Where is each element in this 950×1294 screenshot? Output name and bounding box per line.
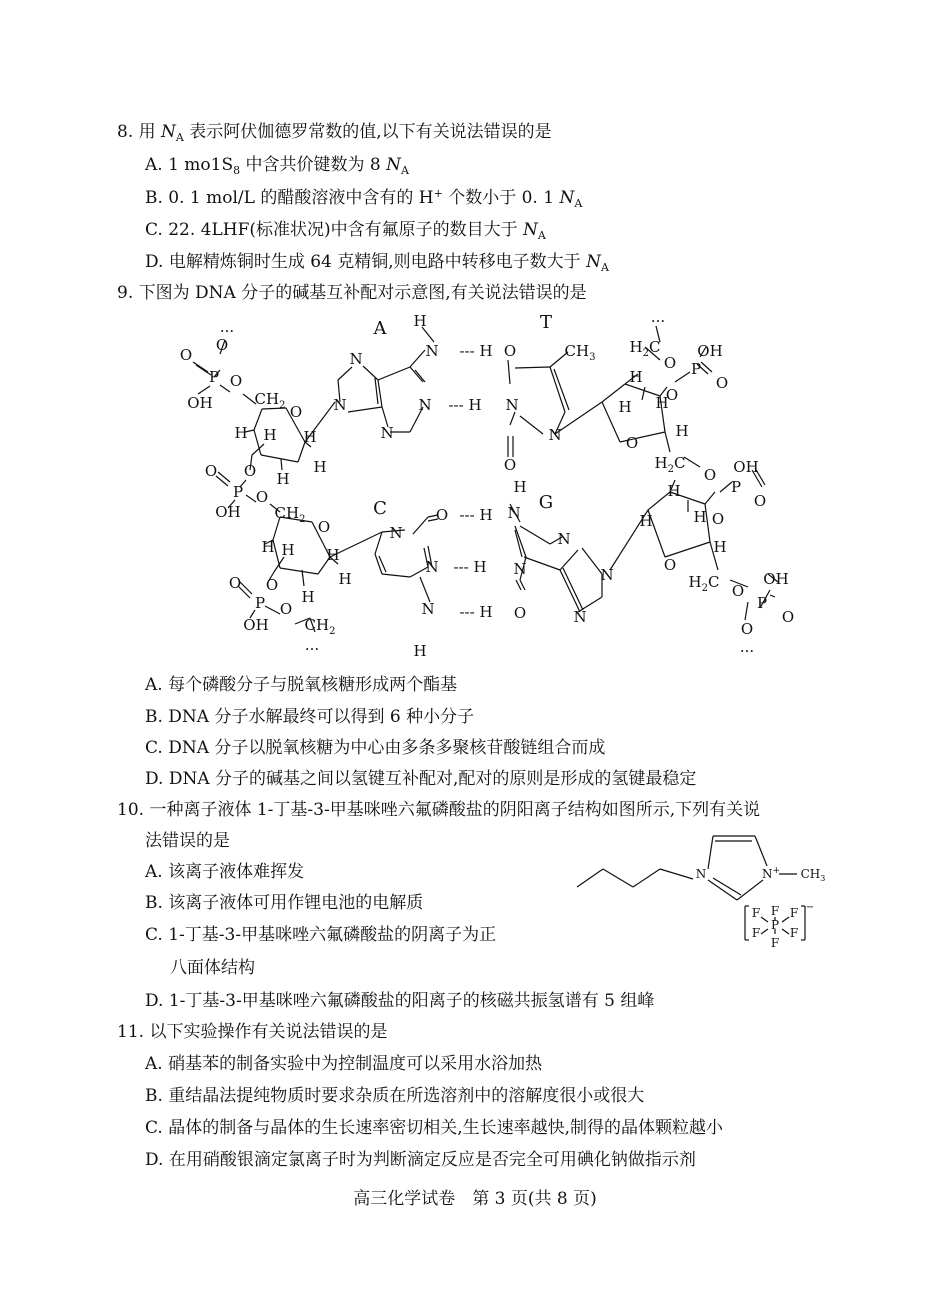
hbond: --- H <box>448 396 482 414</box>
atom-o: O <box>229 372 243 390</box>
atom-o: O <box>228 574 242 592</box>
atom-ch2: $CH_2$ <box>274 504 306 525</box>
q9-stem: 9. 下图为 DNA 分子的碱基互补配对示意图,有关说法错误的是 <box>117 283 587 303</box>
atom-h: H <box>263 426 277 444</box>
q9-option-b: B. DNA 分子水解最终可以得到 6 种小分子 <box>145 707 475 727</box>
atom-o: O <box>703 466 717 484</box>
q8-option-a: A. 1 $mo1S_8$ 中含共价键数为 8 $N_A$ <box>145 155 409 177</box>
q8-option-b: B. 0. 1 mol/L 的醋酸溶液中含有的 H+ 个数小于 0. 1 $N_A$ <box>145 187 583 210</box>
atom-o: O <box>204 462 218 480</box>
atom-f: F <box>770 904 780 918</box>
q11-stem: 11. 以下实验操作有关说法错误的是 <box>117 1022 388 1042</box>
atom-h: H <box>413 642 427 660</box>
atom-h: H <box>667 482 681 500</box>
atom-o: O <box>663 354 677 372</box>
atom-o: O <box>665 386 679 404</box>
q10-stem-line2: 法错误的是 <box>145 831 230 851</box>
atom-n: N <box>505 396 519 414</box>
ionic-liquid-structure <box>575 824 835 954</box>
atom-p: P <box>756 594 768 612</box>
q10-option-d: D. 1-丁基-3-甲基咪唑六氟磷酸盐的阳离子的核磁共振氢谱有 5 组峰 <box>145 991 655 1011</box>
atom-ch2: $CH_2$ <box>254 390 286 411</box>
atom-n: N <box>513 560 527 578</box>
atom-n: N <box>695 867 707 881</box>
atom-p: P <box>208 368 220 386</box>
q11-option-d: D. 在用硝酸银滴定氯离子时为判断滴定反应是否完全可用碘化钠做指示剂 <box>145 1150 696 1170</box>
atom-oh: OH <box>187 394 213 412</box>
atom-h: H <box>713 538 727 556</box>
atom-n: N <box>600 566 614 584</box>
atom-o: O <box>513 604 527 622</box>
atom-o: O <box>503 456 517 474</box>
atom-h: H <box>303 428 317 446</box>
atom-o: O <box>289 403 303 421</box>
dots-bottom-left: ··· <box>304 640 320 658</box>
q10-option-c-line1: C. 1-丁基-3-甲基咪唑六氟磷酸盐的阴离子为正 <box>145 925 497 945</box>
atom-h: H <box>338 570 352 588</box>
atom-h: H <box>675 422 689 440</box>
dna-base-pair-diagram <box>170 312 810 662</box>
q9-option-a: A. 每个磷酸分子与脱氧核糖形成两个酯基 <box>145 675 458 695</box>
atom-o: O <box>625 434 639 452</box>
atom-p: P <box>690 360 702 378</box>
atom-o: O <box>503 342 517 360</box>
atom-h: H <box>629 368 643 386</box>
atom-f: F <box>751 926 761 940</box>
atom-o: O <box>740 620 754 638</box>
hbond: --- H <box>459 603 493 621</box>
atom-h: H <box>301 588 315 606</box>
atom-oh: OH <box>215 503 241 521</box>
atom-oh: OH <box>243 616 269 634</box>
q9-option-c: C. DNA 分子以脱氧核糖为中心由多条多聚核苷酸链组合而成 <box>145 738 606 758</box>
atom-o: O <box>215 336 229 354</box>
atom-h: H <box>313 458 327 476</box>
q10-option-b: B. 该离子液体可用作锂电池的电解质 <box>145 893 424 913</box>
dots-bottom-right: ··· <box>739 642 755 660</box>
atom-h: H <box>639 512 653 530</box>
q8-stem: 8. 用 $N_A$ 表示阿伏伽德罗常数的值,以下有关说法错误的是 <box>117 122 552 144</box>
atom-oh: OH <box>697 342 723 360</box>
atom-oh: OH <box>763 570 789 588</box>
atom-n: N <box>507 504 521 522</box>
atom-h2c: $H_2C$ <box>654 454 686 475</box>
atom-o: O <box>715 374 729 392</box>
base-label-g: G <box>538 492 554 513</box>
atom-h: H <box>234 424 248 442</box>
q11-option-a: A. 硝基苯的制备实验中为控制温度可以采用水浴加热 <box>145 1054 543 1074</box>
hbond: --- H <box>459 342 493 360</box>
base-label-a: A <box>373 318 387 339</box>
atom-f: F <box>770 936 780 950</box>
hbond: --- H <box>459 506 493 524</box>
atom-h: H <box>276 470 290 488</box>
atom-o: O <box>731 582 745 600</box>
atom-h: H <box>261 538 275 556</box>
dots-top-right: ··· <box>650 312 666 330</box>
atom-p: P <box>730 478 742 496</box>
atom-h: H <box>413 312 427 330</box>
atom-o: O <box>663 556 677 574</box>
atom-p: P <box>254 594 266 612</box>
atom-ch3: $CH_3$ <box>800 867 826 883</box>
atom-n: N <box>557 530 571 548</box>
atom-f: F <box>789 926 799 940</box>
atom-n: N <box>421 600 435 618</box>
atom-o: O <box>243 462 257 480</box>
atom-o: O <box>255 488 269 506</box>
atom-n-plus: N+ <box>761 866 781 881</box>
atom-o: O <box>781 608 795 626</box>
anion-charge: − <box>805 902 815 913</box>
atom-n: N <box>389 524 403 542</box>
atom-h: H <box>281 541 295 559</box>
atom-n: N <box>573 608 587 626</box>
atom-h: H <box>513 478 527 496</box>
base-label-t: T <box>539 312 553 333</box>
atom-ch3: $CH_3$ <box>564 342 596 363</box>
atom-n: N <box>425 558 439 576</box>
atom-o: O <box>753 492 767 510</box>
atom-p: P <box>770 918 780 932</box>
atom-n: N <box>548 426 562 444</box>
atom-h: H <box>693 508 707 526</box>
atom-o: O <box>279 600 293 618</box>
atom-n: N <box>349 350 363 368</box>
atom-o: O <box>317 518 331 536</box>
atom-h: H <box>326 546 340 564</box>
atom-h2c: $H_2C$ <box>629 338 661 359</box>
atom-o: O <box>435 506 449 524</box>
q11-option-b: B. 重结晶法提纯物质时要求杂质在所选溶剂中的溶解度很小或很大 <box>145 1086 645 1106</box>
q10-option-a: A. 该离子液体难挥发 <box>145 862 305 882</box>
q10-option-c-line2: 八面体结构 <box>170 958 255 978</box>
atom-f: F <box>751 906 761 920</box>
atom-o: O <box>711 510 725 528</box>
atom-ch2: $CH_2$ <box>304 616 336 637</box>
base-label-c: C <box>373 498 387 519</box>
atom-n: N <box>333 396 347 414</box>
atom-n: N <box>380 424 394 442</box>
q11-option-c: C. 晶体的制备与晶体的生长速率密切相关,生长速率越快,制得的晶体颗粒越小 <box>145 1118 724 1138</box>
atom-oh: OH <box>733 458 759 476</box>
atom-h: H <box>655 394 669 412</box>
atom-n: N <box>418 396 432 414</box>
atom-o: O <box>179 346 193 364</box>
q8-option-c: C. 22. 4LHF(标准状况)中含有氟原子的数目大于 $N_A$ <box>145 220 546 242</box>
atom-h2c: $H_2C$ <box>688 573 720 594</box>
q10-stem-line1: 10. 一种离子液体 1-丁基-3-甲基咪唑六氟磷酸盐的阴阳离子结构如图所示,下列有关说 <box>117 800 761 820</box>
atom-p: P <box>232 483 244 501</box>
dots-top-left: ··· <box>219 322 235 340</box>
page-footer: 高三化学试卷 第 3 页(共 8 页) <box>353 1189 597 1209</box>
atom-h: H <box>618 398 632 416</box>
atom-n: N <box>425 342 439 360</box>
q9-option-d: D. DNA 分子的碱基之间以氢键互补配对,配对的原则是形成的氢键最稳定 <box>145 769 697 789</box>
q8-option-d: D. 电解精炼铜时生成 64 克精铜,则电路中转移电子数大于 $N_A$ <box>145 252 609 274</box>
atom-o: O <box>265 576 279 594</box>
atom-f: F <box>789 906 799 920</box>
hbond: --- H <box>453 558 487 576</box>
